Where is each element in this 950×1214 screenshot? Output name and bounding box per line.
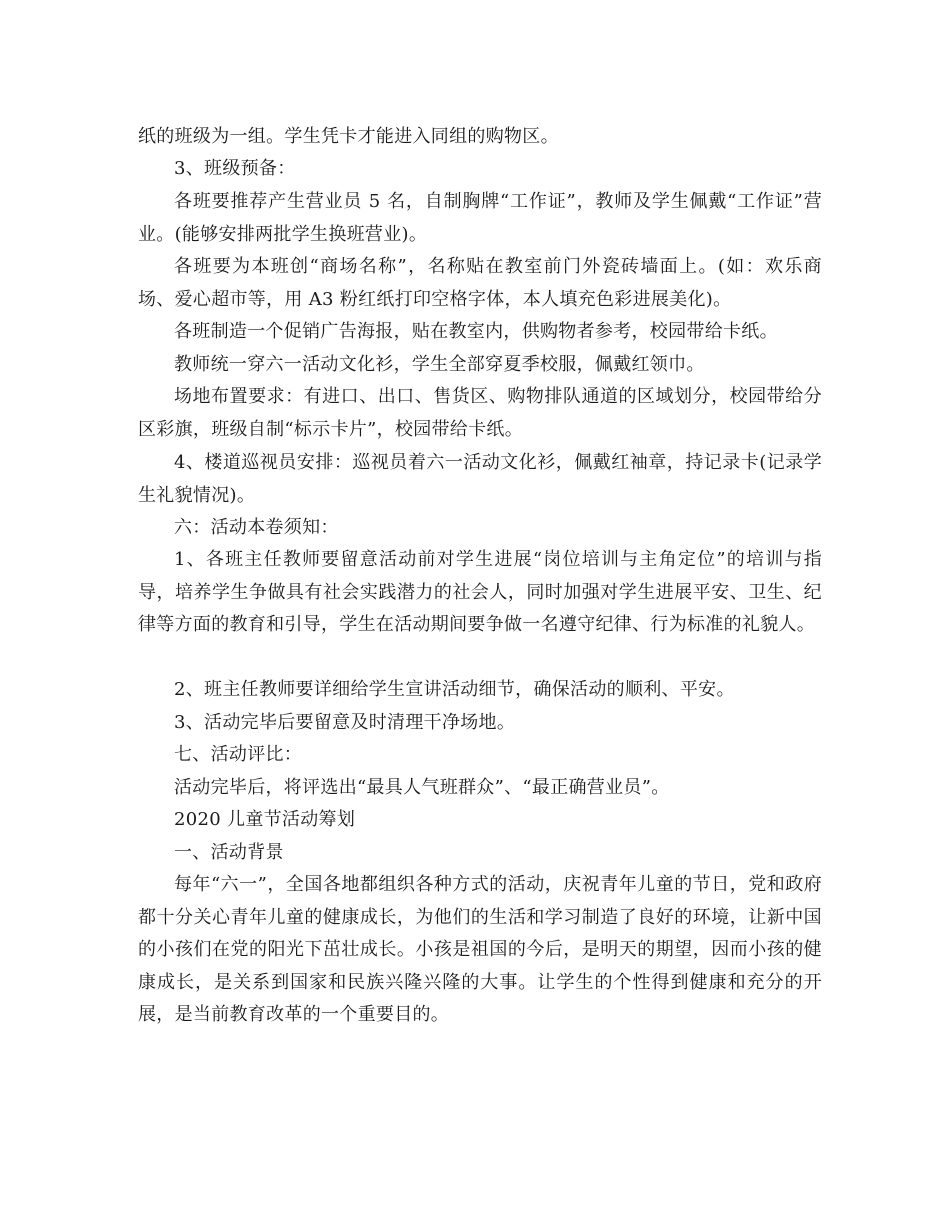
paragraph-poster: 各班制造一个促销广告海报，贴在教室内，供购物者参考，校园带给卡纸。 [174, 321, 778, 342]
paragraph-evaluation-heading: 七、活动评比： [174, 744, 303, 765]
paragraph-class-prep-heading: 3、班级预备： [174, 158, 296, 179]
paragraph-continuation: 纸的班级为一组。学生凭卡才能进入同组的购物区。 [138, 126, 559, 147]
paragraph-plan-title: 2020 儿童节活动筹划 [174, 809, 356, 830]
paragraph-store-name: 各班要为本班创“商场名称”，名称贴在教室前门外瓷砖墙面上。(如：欢乐商场、爱心超市等，用 A3 粉红纸打印空格字体，本人填充色彩进展美化)。 [138, 256, 822, 310]
paragraph-note-1: 1、各班主任教师要留意活动前对学生进展“岗位培训与主角定位”的培训与指导，培养学生争做具有社会实践潜力的社会人，同时加强对学生进展平安、卫生、纪律等方面的教育和引导，学生在活动期间要争做一名遵守纪律、行为标准的礼貌人。 [138, 549, 822, 635]
paragraph-sales-staff: 各班要推荐产生营业员 5 名，自制胸牌“工作证”，教师及学生佩戴“工作证”营业。(能够安排两批学生换班营业)。 [138, 191, 822, 245]
paragraph-note-2: 2、班主任教师要详细给学生宣讲活动细节，确保活动的顺利、平安。 [174, 679, 735, 700]
paragraph-dress-code: 教师统一穿六一活动文化衫，学生全部穿夏季校服，佩戴红领巾。 [174, 354, 705, 375]
paragraph-evaluation-body: 活动完毕后，将评选出“最具人气班群众”、“最正确营业员”。 [174, 777, 670, 798]
paragraph-background-body: 每年“六一”，全国各地都组织各种方式的活动，庆祝青年儿童的节日，党和政府都十分关心青年儿童的健康成长，为他们的生活和学习制造了良好的环境，让新中国的小孩们在党的阳光下茁壮成长。小孩是祖国的今后，是明天的期望，因而小孩的健康成长，是关系到国家和民族兴隆兴隆的大事。让学生的个性得到健康和充分的开展，是当前教育改革的一个重要目的。 [138, 874, 822, 1025]
paragraph-background-heading: 一、活动背景 [174, 842, 284, 863]
paragraph-notes-heading: 六：活动本卷须知： [174, 517, 339, 538]
paragraph-venue-layout: 场地布置要求：有进口、出口、售货区、购物排队通道的区域划分，校园带给分区彩旗，班级自制“标示卡片”，校园带给卡纸。 [138, 386, 822, 440]
paragraph-note-3: 3、活动完毕后要留意及时清理干净场地。 [174, 712, 516, 733]
paragraph-hall-monitors: 4、楼道巡视员安排：巡视员着六一活动文化衫，佩戴红袖章，持记录卡(记录学生礼貌情况)。 [138, 452, 822, 506]
